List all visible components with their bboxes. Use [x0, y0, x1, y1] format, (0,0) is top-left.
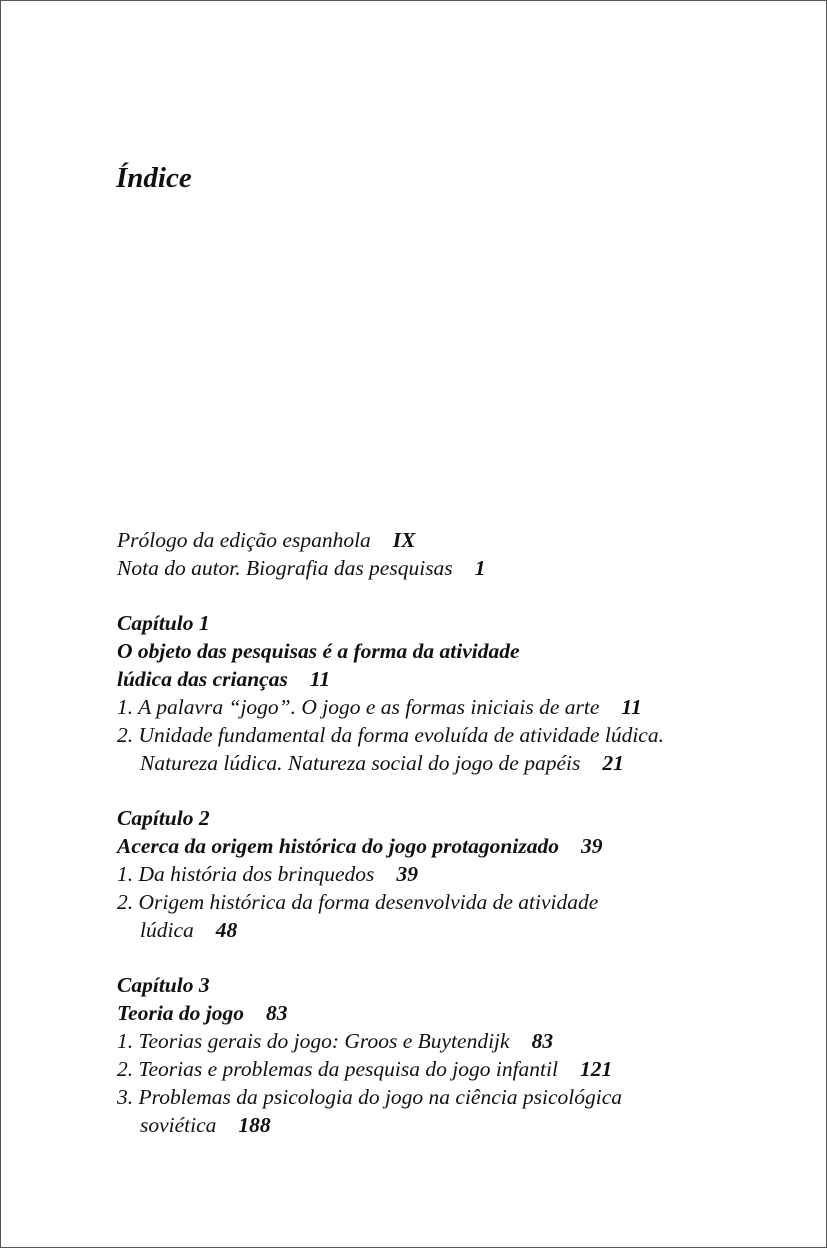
spacer: [117, 944, 737, 971]
chapter-label: Capítulo 1: [117, 611, 210, 635]
toc-page-number: 11: [621, 695, 642, 719]
chapter-title-text: O objeto das pesquisas é a forma da atividade: [117, 639, 520, 663]
toc-section-entry[interactable]: [117, 888, 737, 916]
toc-entry-text: Prólogo da edição espanhola: [117, 528, 371, 552]
toc-section-entry[interactable]: [117, 1027, 737, 1055]
toc-section-entry[interactable]: [117, 693, 737, 721]
toc-entry-author-note[interactable]: [117, 554, 737, 582]
spacer: [117, 777, 737, 804]
toc-entry-text: 2. Teorias e problemas da pesquisa do jogo infantil: [117, 1057, 558, 1081]
chapter-title[interactable]: [117, 999, 737, 1027]
chapter-label: Capítulo 3: [117, 973, 210, 997]
toc-section-entry[interactable]: [117, 860, 737, 888]
toc-entry-text: 1. Da história dos brinquedos: [117, 862, 375, 886]
toc-page-number: 39: [396, 862, 418, 886]
page-title: Índice: [116, 162, 192, 194]
chapter-title[interactable]: [117, 832, 737, 860]
toc-entry-text: Nota do autor. Biografia das pesquisas: [117, 556, 453, 580]
chapter-title-text: Teoria do jogo: [117, 1001, 245, 1025]
toc-entry-text: 2. Origem histórica da forma desenvolvida de atividade: [117, 890, 599, 914]
toc-section-entry-continued[interactable]: [117, 1111, 737, 1139]
toc-page-number: 39: [580, 834, 603, 858]
toc-entry-text: 2. Unidade fundamental da forma evoluída de atividade lúdica.: [117, 723, 664, 747]
toc-page-number: IX: [392, 528, 416, 552]
toc-entry-text: lúdica: [140, 918, 194, 942]
toc-section-entry[interactable]: [117, 1055, 737, 1083]
toc-page-number: 48: [215, 918, 238, 942]
toc-entry-prologue[interactable]: [117, 526, 737, 554]
chapter-title-continued[interactable]: [117, 665, 737, 693]
toc-entry-text: 3. Problemas da psicologia do jogo na ciência psicológica: [117, 1085, 622, 1109]
toc-entry-text: 1. Teorias gerais do jogo: Groos e Buytendijk: [117, 1029, 510, 1053]
toc-page-number: 188: [238, 1113, 271, 1137]
toc-entry-text: soviética: [140, 1113, 217, 1137]
toc-section-entry[interactable]: [117, 721, 737, 749]
table-of-contents: [117, 526, 737, 1139]
toc-section-entry-continued[interactable]: [117, 916, 737, 944]
toc-page-number: 83: [266, 1001, 288, 1025]
chapter-label: Capítulo 2: [117, 806, 210, 830]
toc-page-number: 1: [474, 556, 486, 580]
chapter-title-text: lúdica das crianças: [117, 667, 288, 691]
toc-entry-text: Natureza lúdica. Natureza social do jogo de papéis: [140, 751, 581, 775]
spacer: [117, 582, 737, 609]
toc-section-entry-continued[interactable]: [117, 749, 737, 777]
toc-page-number: 83: [531, 1029, 554, 1053]
chapter-title-text: Acerca da origem histórica do jogo protagonizado: [117, 834, 559, 858]
chapter-title[interactable]: [117, 637, 737, 665]
toc-section-entry[interactable]: [117, 1083, 737, 1111]
toc-page-number: 121: [579, 1057, 613, 1081]
toc-page-number: 21: [602, 751, 624, 775]
toc-page-number: 11: [309, 667, 331, 691]
toc-entry-text: 1. A palavra “jogo”. O jogo e as formas iniciais de arte: [117, 695, 600, 719]
